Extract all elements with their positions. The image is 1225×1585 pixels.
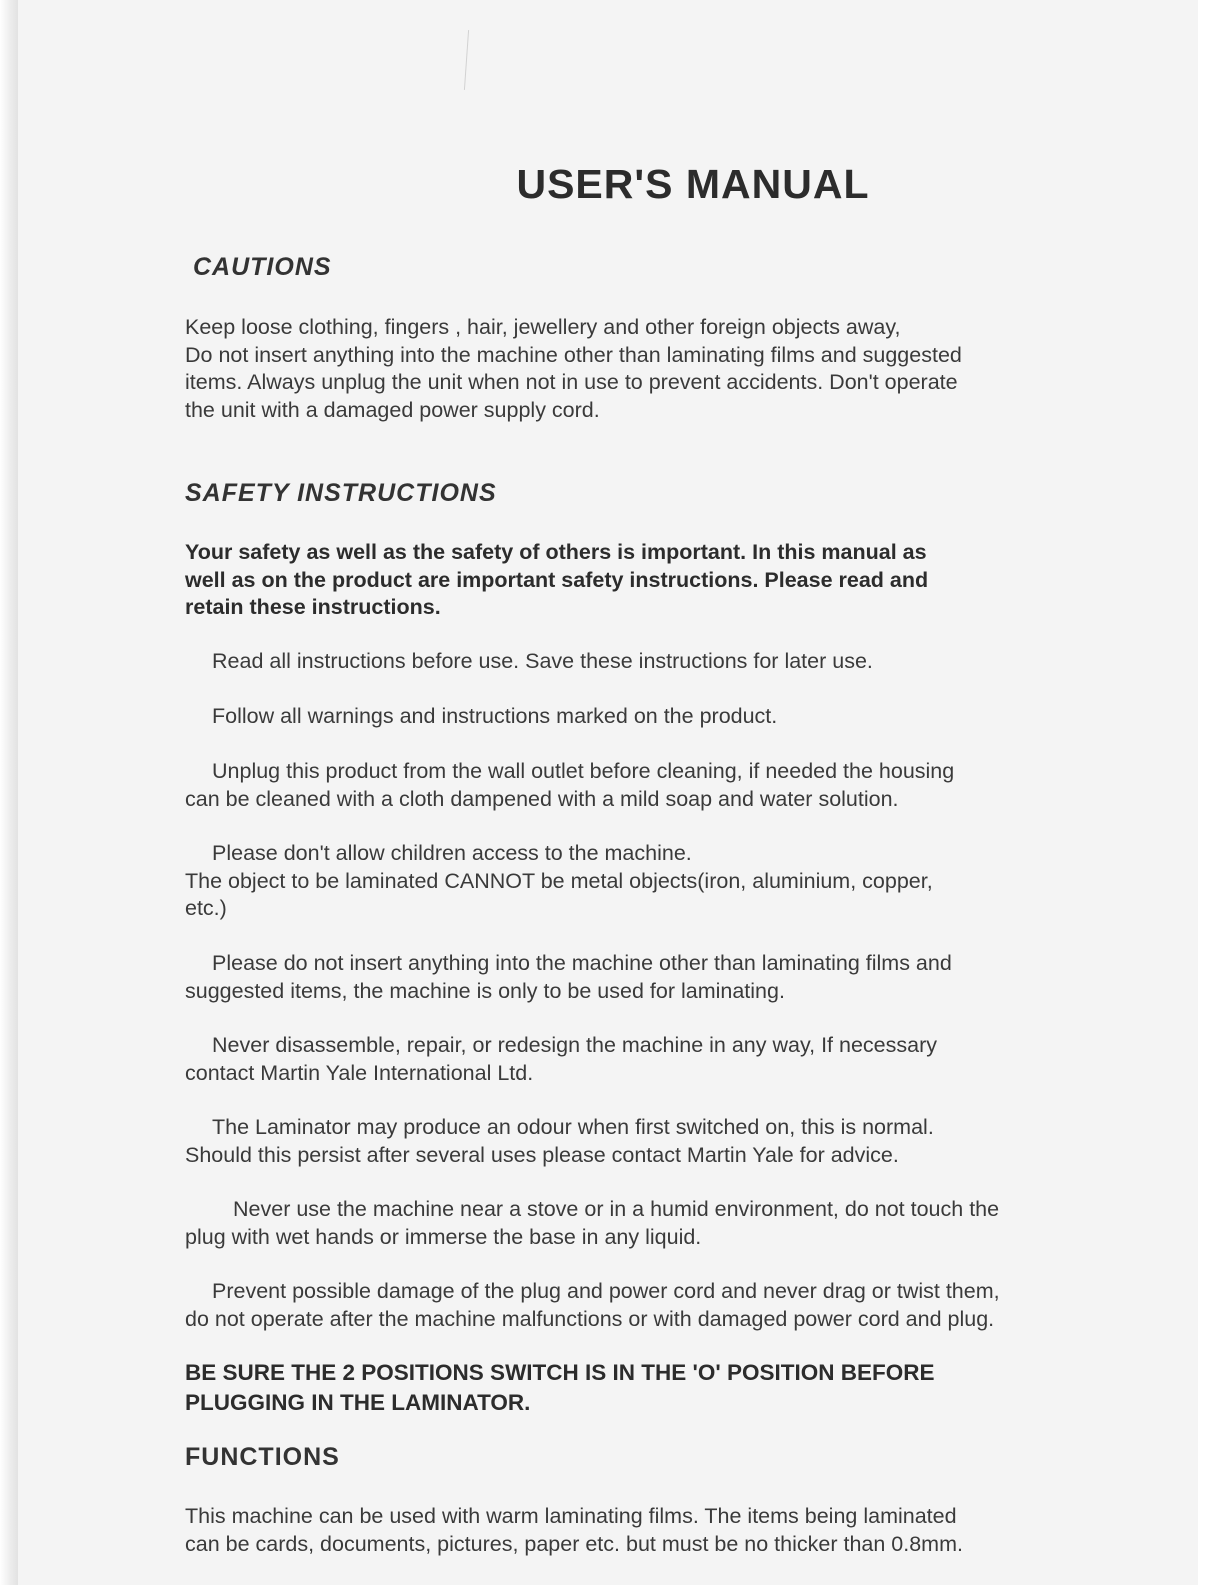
- safety-item: Follow all warnings and instructions marked on the product.: [212, 704, 778, 728]
- safety-item: Read all instructions before use. Save these instructions for later use.: [212, 649, 873, 673]
- safety-item: Never use the machine near a stove or in a humid environment, do not touch the plug with wet hands or immerse the base in any liquid.: [185, 1197, 1000, 1249]
- safety-item: The Laminator may produce an odour when first switched on, this is normal. Should this persist after several uses please contact Martin Yale for advice.: [185, 1115, 934, 1167]
- cautions-text: Keep loose clothing, fingers , hair, jewellery and other foreign objects away, Do not insert anything into the machine other than laminating films and suggested items. Always unplug the unit when not in use to prevent accidents. Don't operate the unit with a damaged power supply cord.: [185, 315, 962, 422]
- page-right-margin: [1198, 0, 1225, 1585]
- safety-item: Never disassemble, repair, or redesign the machine in any way, If necessary contact Martin Yale International Ltd.: [185, 1033, 937, 1085]
- safety-item: Prevent possible damage of the plug and power cord and never drag or twist them, do not operate after the machine malfunctions or with damaged power cord and plug.: [185, 1279, 1000, 1331]
- safety-instructions-heading: SAFETY INSTRUCTIONS: [185, 479, 497, 507]
- manual-page: [18, 0, 1198, 1585]
- safety-item: Please don't allow children access to the machine. The object to be laminated CANNOT be metal objects(iron, aluminium, copper, etc.): [185, 841, 933, 920]
- cautions-heading: CAUTIONS: [193, 253, 332, 281]
- safety-item: Unplug this product from the wall outlet before cleaning, if needed the housing can be cleaned with a cloth dampened with a mild soap and water solution.: [185, 759, 955, 811]
- functions-text: This machine can be used with warm laminating films. The items being laminated can be cards, documents, pictures, paper etc. but must be no thicker than 0.8mm.: [185, 1504, 963, 1556]
- safety-item: Please do not insert anything into the machine other than laminating films and suggested items, the machine is only to be used for laminating.: [185, 951, 952, 1003]
- functions-heading: FUNCTIONS: [185, 1443, 340, 1471]
- page-binding-edge: [0, 0, 18, 1585]
- switch-warning: BE SURE THE 2 POSITIONS SWITCH IS IN THE 'O' POSITION BEFORE PLUGGING IN THE LAMINATOR.: [185, 1360, 935, 1415]
- document-title: USER'S MANUAL: [516, 161, 870, 207]
- paper-crease: [464, 30, 469, 90]
- safety-intro: Your safety as well as the safety of others is important. In this manual as well as on the product are important safety instructions. Please read and retain these instructions.: [185, 540, 929, 619]
